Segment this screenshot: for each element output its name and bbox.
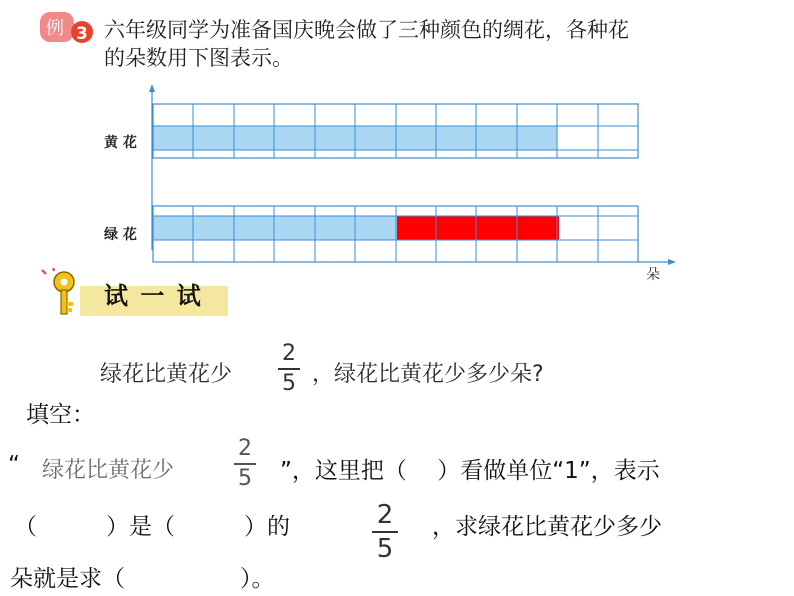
key-icon <box>42 268 74 314</box>
try-it-title: 试 一 试 <box>104 282 203 310</box>
fill-heading: 填空： <box>26 402 95 428</box>
green-flower-label: 绿 花 <box>104 227 137 243</box>
green-flower-grid <box>153 206 638 262</box>
question-fraction-den: 5 <box>282 371 296 396</box>
fill-line3: 朵就是求（ ）。 <box>10 566 275 592</box>
fill-fraction-2-den: 5 <box>376 534 394 564</box>
fill-fraction-1 <box>234 436 256 492</box>
vertical-axis-arrow <box>149 84 155 92</box>
fill-fraction-1-den: 5 <box>238 466 252 491</box>
example-text <box>104 16 744 72</box>
question-fraction-num: 2 <box>282 341 296 366</box>
axis-unit-label: 朵 <box>646 267 660 283</box>
example-badge-char: 例 <box>46 18 64 39</box>
quoted-phrase: 绿花比黄花少 <box>42 458 175 483</box>
example-badge-num: 3 <box>76 24 88 44</box>
question-fraction <box>278 341 300 397</box>
fill-line2-a: （ ）是（ ）的 <box>14 514 290 540</box>
green-flower-bar <box>153 216 397 240</box>
bar-diagram <box>140 80 700 280</box>
yellow-flower-label: 黄 花 <box>104 135 137 151</box>
question-part1: 绿花比黄花少 <box>100 362 233 387</box>
horizontal-axis-arrow <box>668 259 676 265</box>
fill-fraction-1-num: 2 <box>238 436 252 461</box>
example-text-line2: 的朵数用下图表示。 <box>104 46 293 70</box>
fill-fraction-2 <box>372 500 398 564</box>
fill-line1-rest: ”，这里把（ ）看做单位“1”，表示 <box>280 458 660 484</box>
open-quote: “ <box>8 452 20 478</box>
example-badge <box>38 10 94 44</box>
difference-bar <box>397 216 559 240</box>
yellow-flower-grid <box>153 104 638 158</box>
fill-fraction-2-num: 2 <box>376 500 394 530</box>
question-part2: ，绿花比黄花少多少朵? <box>312 362 544 387</box>
example-text-line1: 六年级同学为准备国庆晚会做了三种颜色的绸花，各种花 <box>104 18 629 42</box>
fill-line2-b: ，求绿花比黄花少多少 <box>432 514 662 540</box>
